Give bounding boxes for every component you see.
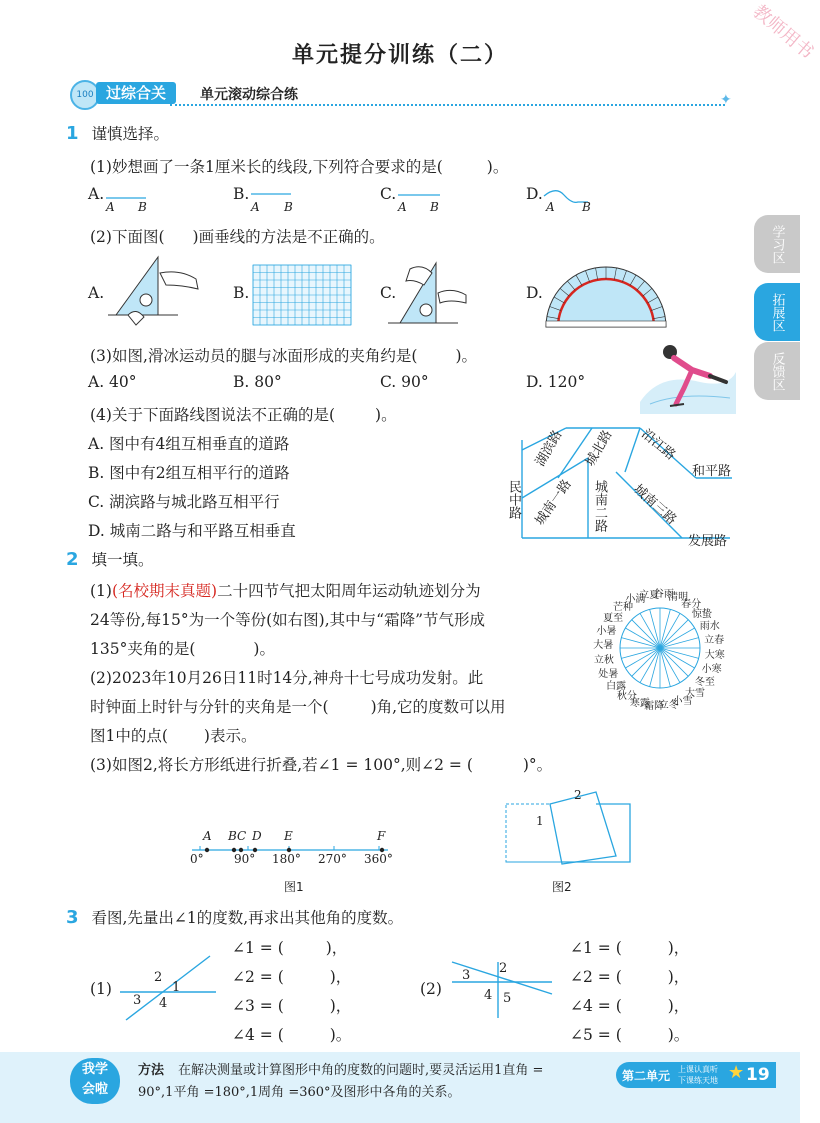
pt-a: A [106,200,115,214]
q3-p1-angle-2: 2 [154,970,163,985]
tick-360: 360° [364,852,393,866]
section-header [70,82,730,108]
section-rule [170,104,725,106]
q3-p1-angle-4: 4 [159,996,168,1011]
q2-p1-line3: 135°夹角的是( )。 [90,640,275,658]
q1-number: 1 [66,123,79,144]
slogan-2: 下课练天地 [678,1076,718,1085]
solar-term-label: 夏至 [603,612,624,624]
badge-icon: 100 [70,80,100,110]
road-heping: 和平路 [692,464,732,479]
mascot-badge [70,1058,120,1104]
option-b[interactable]: B. 80° [233,373,282,391]
road-chengnan2: 城南二路 [592,480,607,532]
figure-2 [500,786,640,896]
q1-p4-option-b[interactable]: B. 图中有2组互相平行的道路 [88,464,290,482]
side-tab-label: 学习区 [769,224,785,264]
pt-a: A [546,200,555,214]
q2-p1-line2: 24等份,每15°为一个等份(如右图),其中与“霜降”节气形成 [90,611,485,629]
q3-p1-angle-1: 1 [172,980,181,995]
q1-p3-options [88,373,608,393]
q1-p2-stem: (2)下面图( )画垂线的方法是不正确的。 [90,228,385,246]
slogan-1: 上课认真听 [678,1065,718,1074]
section-subtitle: 单元滚动综合练 [200,87,298,103]
point-e: E [284,829,293,843]
option-c[interactable]: C. [380,284,397,302]
q2-p2-line3: 图1中的点( )表示。 [90,727,257,745]
q2-p2-line2: 时钟面上时针与分针的夹角是一个( )角,它的度数可以用 [90,698,506,716]
q1-p4-option-a[interactable]: A. 图中有4组互相垂直的道路 [88,435,290,453]
solar-term-label: 芒种 [613,602,633,614]
q1-p4-option-d[interactable]: D. 城南二路与和平路互相垂直 [88,522,296,540]
q1-p4-option-c[interactable]: C. 湖滨路与城北路互相平行 [88,493,280,511]
q3-p1-ans-4: ∠4 = ( )。 [232,1026,352,1044]
q3-p2-angle-5: 5 [503,991,512,1006]
q1-p2-options [88,255,688,335]
figure-1 [188,828,398,898]
solar-term-label: 大暑 [593,640,614,652]
q3-p2-angle-2: 2 [499,961,508,976]
q1-p4-stem: (4)关于下面路线图说法不正确的是( )。 [90,406,397,424]
pt-b: B [284,200,293,214]
q2-heading-text: 填一填。 [91,551,154,569]
skater-illustration [640,342,736,414]
option-c[interactable]: C. [380,185,397,203]
point-f: F [377,829,386,843]
q3-p2-label: (2) [420,980,442,998]
option-d[interactable]: D. 120° [526,373,586,391]
tick-270: 270° [318,852,347,866]
solar-term-label: 大雪 [684,687,705,699]
option-b[interactable]: B. [233,185,250,203]
option-c[interactable]: C. 90° [380,373,429,391]
solar-term-label: 小满 [625,594,646,606]
solar-term-label: 小暑 [596,625,617,637]
q3-p1-ans-1: ∠1 = ( )， [232,939,348,957]
tip-text: 方法 在解决测量或计算图形中角的度数的问题时,要灵活运用1直角 = 90°,1平角 =180°,1周角 =360°及图形中各角的关系。 [138,1060,543,1104]
solar-term-label: 雨水 [699,621,720,633]
road-chengbei: 城北路 [582,427,616,470]
point-a: A [203,829,212,843]
solar-term-label: 白露 [606,680,627,692]
q3-p1-angle-3: 3 [133,993,142,1008]
q2-heading [66,548,153,570]
q2-number: 2 [66,549,79,570]
q3-p2-ans-2: ∠2 = ( )， [570,968,690,986]
solar-term-label: 大寒 [704,649,725,661]
pt-b: B [138,200,147,214]
road-fazhan: 发展路 [688,534,728,549]
q2-p3-line: (3)如图2,将长方形纸进行折叠,若∠1 = 100°,则∠2 = ( )°。 [90,756,553,774]
perpendicular-figures [88,255,688,335]
q3-p1-ans-2: ∠2 = ( )， [232,968,352,986]
solar-term-label: 谷雨 [653,589,674,601]
q3-p2-angle-4: 4 [484,988,493,1003]
q3-p1-label: (1) [90,980,112,998]
solar-term-label: 小雪 [672,695,693,707]
side-tab-label: 拓展区 [769,292,785,332]
star-icon: ✦ [720,92,732,108]
solar-term-label: 立春 [704,635,725,647]
road-chengnan1: 城南一路 [532,477,575,529]
solar-term-label: 春分 [681,599,702,611]
option-b[interactable]: B. [233,284,250,302]
q3-p1-figure [120,952,220,1022]
option-a[interactable]: A. 40° [88,373,137,391]
angle-1-label: 1 [536,814,544,828]
pt-b: B [582,200,591,214]
unit-badge [616,1062,776,1088]
side-tab-study[interactable] [754,215,800,273]
side-tab-feedback[interactable] [754,342,800,400]
segment-figures [88,185,608,217]
q3-heading-text: 看图,先量出∠1的度数,再求出其他角的度数。 [91,909,404,927]
exam-tag: (名校期末真题) [111,582,218,600]
pt-b: B [430,200,439,214]
side-tab-label: 反馈区 [769,351,785,391]
pt-a: A [398,200,407,214]
point-bc: BC [228,829,247,843]
tick-180: 180° [272,852,301,866]
solar-term-label: 小寒 [701,664,722,676]
route-map [500,420,740,550]
q3-number: 3 [66,907,79,928]
q1-heading [66,122,169,144]
point-d: D [252,829,262,843]
road-hubin: 湖滨路 [532,427,566,470]
option-d[interactable]: D. [526,284,543,302]
section-badge: 过综合关 [96,82,176,104]
solar-term-label: 立冬 [658,700,679,712]
q3-p2-angle-3: 3 [462,968,471,983]
solar-term-label: 冬至 [694,677,715,689]
solar-term-label: 霜降 [644,700,665,712]
mascot-text: 我学会啦 [81,1062,108,1097]
tip-line2: 90°,1平角 =180°,1周角 =360°及图形中各角的关系。 [138,1085,461,1100]
corner-stamp-text: 教师用书 [748,0,818,64]
road-minzhong: 民中路 [506,480,521,519]
solar-terms-wheel [590,578,730,718]
q1-heading-text: 谨慎选择。 [91,125,169,143]
q3-p2-ans-3: ∠4 = ( )， [570,997,690,1015]
tip-label: 方法 [138,1063,165,1078]
star-icon: ★ [728,1062,745,1083]
tick-0: 0° [190,852,204,866]
side-tab-expand[interactable] [754,283,800,341]
pt-a: A [251,200,260,214]
solar-term-label: 清明 [668,592,689,604]
option-d[interactable]: D. [526,185,543,203]
q1-p1-stem: (1)妙想画了一条1厘米长的线段,下列符合要求的是( )。 [90,158,509,176]
solar-term-label: 立夏 [639,589,660,601]
q2-p1-line1: (1)(名校期末真题)二十四节气把太阳周年运动轨迹划分为 [90,582,481,600]
page-title: 单元提分训练（二） [291,43,508,68]
solar-term-label: 处暑 [598,668,619,680]
road-chengnan3: 城南三路 [630,482,680,528]
figure-1-caption: 图1 [284,880,304,894]
angle-2-label: 2 [574,788,582,802]
q1-p3-stem: (3)如图,滑冰运动员的腿与冰面形成的夹角约是( )。 [90,347,477,365]
solar-term-label: 寒露 [629,697,650,709]
figure-2-caption: 图2 [552,880,572,894]
q2-p2-line1: (2)2023年10月26日11时14分,神舟十七号成功发射。此 [90,669,484,687]
road-yanjiang: 沿江路 [638,426,678,464]
solar-term-label: 惊蛰 [691,609,712,620]
q3-p2-ans-4: ∠5 = ( )。 [570,1026,690,1044]
option-a[interactable]: A. [88,284,105,302]
page-number: 19 [746,1065,770,1085]
tick-90: 90° [234,852,256,866]
solar-term-label: 秋分 [616,690,637,702]
q3-heading [66,906,403,928]
option-a[interactable]: A. [88,185,105,203]
unit-label: 第二单元 [622,1069,671,1083]
solar-term-label: 立秋 [593,654,614,666]
q3-p1-ans-3: ∠3 = ( )， [232,997,352,1015]
q1-p1-options [88,185,608,217]
q3-p2-ans-1: ∠1 = ( )， [570,939,690,957]
